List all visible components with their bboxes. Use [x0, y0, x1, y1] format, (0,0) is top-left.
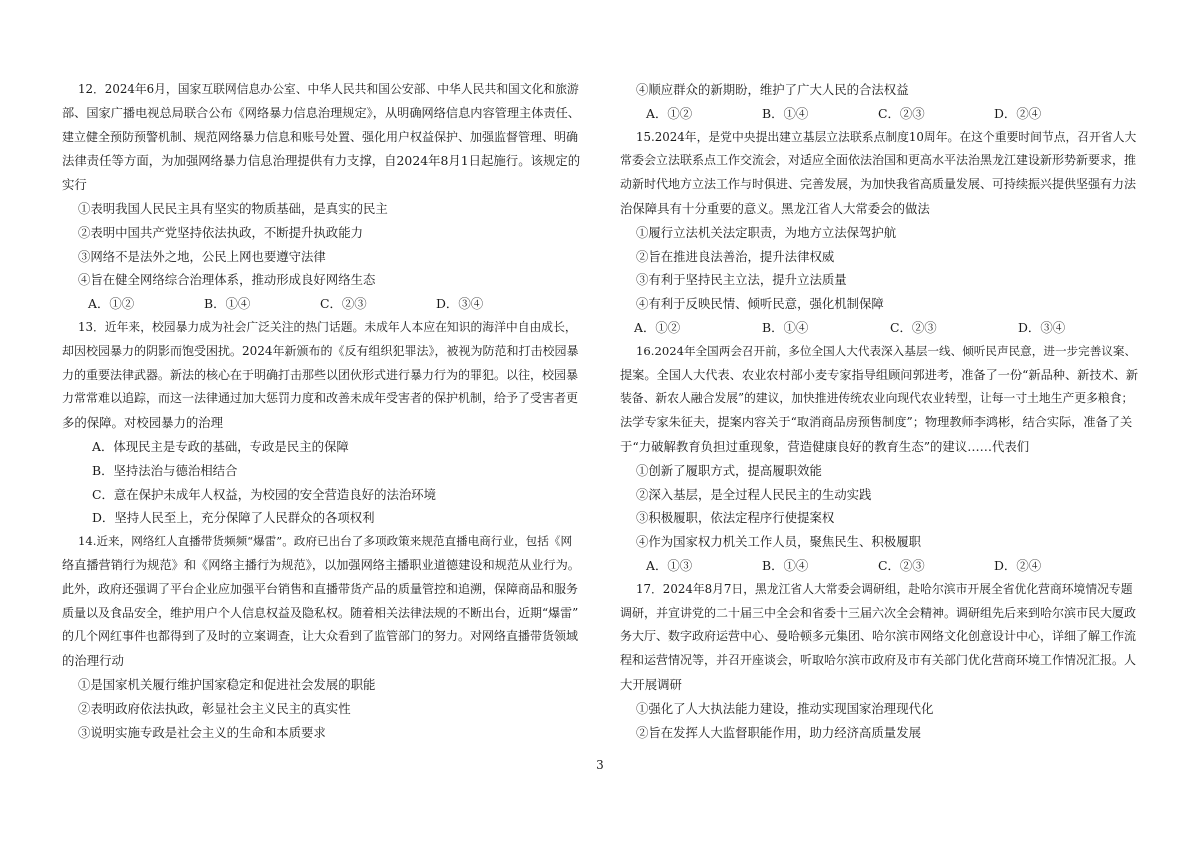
q12-choices: [62, 292, 580, 316]
question-17: [620, 578, 1138, 745]
q14-choice-d: D．②④: [994, 105, 1042, 121]
q15-stem-line: 治保障具有十分重要的意义。黑龙江省人大常委会的做法: [620, 200, 930, 216]
q14-choice-c: C．②③: [878, 105, 925, 121]
q14-stem-line: 络直播营销行为规范》和《网络主播行为规范》，以加强网络主播职业道德建设和规范从业行为。: [62, 557, 580, 572]
q15-option: ②旨在推进良法善治，提升法律权威: [636, 248, 835, 264]
q16-stem-line: 法学专家朱征夫，提案内容关于“取消商品房预售制度”；物理教师李鸿彬，结合实际，准备了关: [620, 415, 1133, 430]
q12-option: ②表明中国共产党坚持依法执政，不断提升执政能力: [78, 224, 363, 240]
q14-option: ②表明政府依法执政，彰显社会主义民主的真实性: [78, 700, 351, 716]
q16-option: ②深入基层，是全过程人民民主的生动实践: [636, 486, 872, 502]
q16-choices: [620, 554, 1138, 578]
q14-option: ①是国家机关履行维护国家稳定和促进社会发展的职能: [78, 676, 376, 692]
q17-stem-line: 程和运营情况等，并召开座谈会，听取哈尔滨市政府及市有关部门优化营商环境工作情况汇报。人: [620, 653, 1137, 668]
question-15: [620, 126, 1138, 340]
q14-stem-line: 质量以及食品安全，维护用户个人信息权益及隐私权。随着相关法律法规的不断出台，近期“爆雷”: [62, 605, 579, 620]
q12-option: ③网络不是法外之地，公民上网也要遵守法律: [78, 248, 326, 264]
q17-stem-line: 大开展调研: [620, 676, 682, 692]
question-12: [62, 78, 580, 316]
q14-stem-line: 14.近来，网络红人直播带货频频“爆雷”。政府已出台了多项政策来规范直播电商行业，包括《网: [78, 534, 573, 549]
q13-stem-line: 多的保障。对校园暴力的治理: [62, 415, 224, 431]
q15-stem-line: 动新时代地方立法工作与时俱进、完善发展，为加快我省高质量发展、可持续振兴提供坚强有力法: [620, 177, 1137, 192]
q14-choice-a: A．①②: [646, 105, 693, 121]
q16-stem-line: 提案。全国人大代表、农业农村部小麦专家指导组顾问郭进考，准备了一份“新品种、新技术、新: [620, 367, 1139, 382]
q14-stem-line: 的几个网红事件也都得到了及时的立案调查，让大众看到了监管部门的努力。对网络直播带货领域: [62, 629, 579, 644]
q12-stem-line: 实行: [62, 177, 87, 193]
q12-option: ①表明我国人民民主具有坚实的物质基础，是真实的民主: [78, 200, 388, 216]
q14-stem-line: 此外，政府还强调了平台企业应加强平台销售和直播带货产品的质量管控和追溯，保障商品和服务: [62, 581, 579, 596]
question-16: [620, 340, 1138, 578]
q13-stem-line: 力的重要法律武器。新法的核心在于明确打击那些以团伙形式进行暴力行为的罪犯。以往，校园暴: [62, 367, 579, 382]
question-14-continued: [620, 78, 1138, 126]
q16-option: ①创新了履职方式，提高履职效能: [636, 462, 822, 478]
q15-choice-c: C．②③: [890, 319, 937, 335]
q15-option: ①履行立法机关法定职责，为地方立法保驾护航: [636, 224, 897, 240]
q13-stem-line: 力常常难以追踪，而这一法律通过加大惩罚力度和改善未成年受害者的保护机制，给予了受害者更: [62, 391, 579, 406]
q12-choice-a: A．①②: [88, 296, 135, 312]
question-14: [62, 530, 580, 744]
question-13: [62, 316, 580, 530]
q16-choice-a: A．①③: [646, 557, 693, 573]
q14-stem-line: 的治理行动: [62, 653, 124, 669]
q14-choices: [620, 102, 1138, 126]
q12-choice-b: B．①④: [204, 296, 251, 312]
q13-choice-d: D．坚持人民至上，充分保障了人民群众的各项权利: [92, 510, 375, 526]
q14-choice-b: B．①④: [762, 105, 809, 121]
q13-choice-c: C．意在保护未成年人权益，为校园的安全营造良好的法治环境: [92, 486, 437, 502]
q17-stem-line: 17．2024年8月7日，黑龙江省人大常委会调研组，赴哈尔滨市开展全省优化营商环境情况专题: [636, 581, 1133, 596]
q15-stem-line: 15.2024年，是党中央提出建立基层立法联系点制度10周年。在这个重要时间节点，召开省人大: [636, 129, 1137, 144]
q16-option: ③积极履职，依法定程序行使提案权: [636, 510, 835, 526]
q12-stem-line: 建立健全预防预警机制、规范网络暴力信息和账号处置、强化用户权益保护、加强监督管理、明确: [62, 129, 579, 144]
q13-choice-b: B．坚持法治与德治相结合: [92, 462, 238, 478]
q15-choice-d: D．③④: [1018, 319, 1066, 335]
q17-option: ②旨在发挥人大监督职能作用，助力经济高质量发展: [636, 724, 921, 740]
q17-option: ①强化了人大执法能力建设，推动实现国家治理现代化: [636, 700, 934, 716]
q15-option: ③有利于坚持民主立法，提升立法质量: [636, 272, 847, 288]
q16-choice-d: D．②④: [994, 557, 1042, 573]
q12-choice-c: C．②③: [320, 296, 367, 312]
q15-choice-a: A．①②: [634, 319, 681, 335]
q16-stem-line: 装备、新农人融合发展”的建议，加快推进传统农业向现代农业转型，让每一寸土地生产更多粮食；: [620, 391, 1134, 406]
q14-option: ③说明实施专政是社会主义的生命和本质要求: [78, 724, 326, 740]
q12-stem-line: 部、国家广播电视总局联合公布《网络暴力信息治理规定》，从明确网络信息内容管理主体责任、: [62, 105, 580, 120]
q13-choice-a: A．体现民主是专政的基础，专政是民主的保障: [92, 438, 349, 454]
q12-option: ④旨在健全网络综合治理体系，推动形成良好网络生态: [78, 272, 376, 288]
right-column: [620, 78, 1138, 744]
q13-stem-line: 13．近年来，校园暴力成为社会广泛关注的热门话题。未成年人本应在知识的海洋中自由成长，: [78, 319, 577, 334]
q13-stem-line: 却因校园暴力的阴影而饱受困扰。2024年新颁布的《反有组织犯罪法》，被视为防范和打击校园暴: [62, 343, 579, 358]
q16-stem-line: 16.2024年全国两会召开前，多位全国人大代表深入基层一线、倾听民声民意，进一步完善议案、: [636, 343, 1137, 358]
q16-choice-b: B．①④: [762, 557, 809, 573]
q12-stem-line: 法律责任等方面，为加强网络暴力信息治理提供有力支撑，自2024年8月1日起施行。该规定的: [62, 153, 581, 169]
q14-option: ④顺应群众的新期盼，维护了广大人民的合法权益: [636, 82, 909, 97]
q15-stem-line: 常委会立法联系点工作交流会，对适应全面依法治国和更高水平法治黑龙江建设新形势新要求，推: [620, 153, 1137, 168]
left-column: [62, 78, 580, 744]
q16-option: ④作为国家权力机关工作人员，聚焦民生、积极履职: [636, 534, 921, 550]
q16-stem-line: 于“力破解教育负担过重现象，营造健康良好的教育生态”的建议……代表们: [620, 438, 1030, 454]
q17-stem-line: 调研，并宣讲党的二十届三中全会和省委十三届六次全会精神。调研组先后来到哈尔滨市民大厦政: [620, 605, 1137, 620]
q15-option: ④有利于反映民情、倾听民意，强化机制保障: [636, 296, 884, 312]
q15-choices: [620, 316, 1138, 340]
q16-choice-c: C．②③: [878, 557, 925, 573]
q12-choice-d: D．③④: [436, 296, 484, 312]
q12-stem-line: 12．2024年6月，国家互联网信息办公室、中华人民共和国公安部、中华人民共和国文化和旅游: [78, 82, 579, 96]
q17-stem-line: 务大厅、数字政府运营中心、曼哈顿多元集团、哈尔滨市网络文化创意设计中心，详细了解工作流: [620, 629, 1137, 644]
page-number: 3: [596, 758, 604, 772]
q15-choice-b: B．①④: [762, 319, 809, 335]
